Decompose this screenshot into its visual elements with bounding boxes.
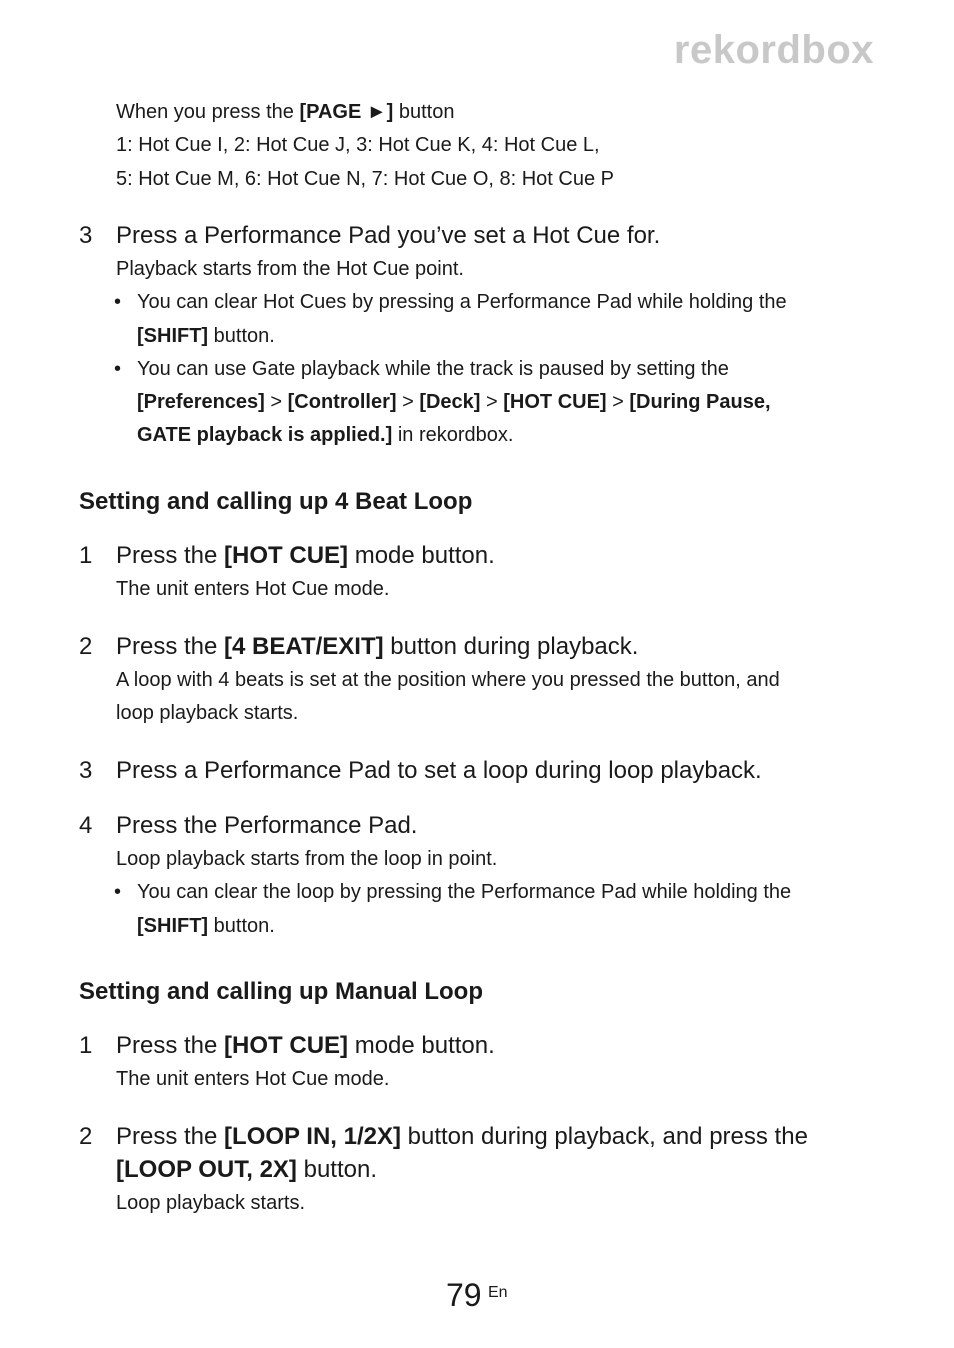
step-number: 1 (79, 1032, 93, 1059)
intro-text-post: button (393, 101, 455, 123)
path-part: GATE playback is applied.] (137, 424, 393, 446)
preferences-path (137, 391, 771, 414)
step-description: Playback starts from the Hot Cue point. (116, 258, 464, 280)
step-description: The unit enters Hot Cue mode. (116, 1068, 390, 1090)
section-heading: Setting and calling up Manual Loop (79, 978, 483, 1005)
path-part: [HOT CUE] (503, 391, 607, 413)
bullet-text-cont (137, 915, 275, 938)
step-text-pre: Press the (116, 542, 225, 569)
step-text: Press the Performance Pad. (116, 812, 418, 839)
section-heading: Setting and calling up 4 Beat Loop (79, 488, 473, 515)
bullet-text-post: button. (208, 915, 275, 937)
bullet-text-cont (137, 424, 513, 447)
bullet-text: You can use Gate playback while the track is paused by setting the (137, 358, 729, 380)
rekordbox-logo: rekordbox (673, 28, 874, 72)
loop-in-button-label: [LOOP IN, 1/2X] (224, 1123, 401, 1150)
step-description: A loop with 4 beats is set at the position where you pressed the button, and (116, 669, 780, 691)
bullet-mark: • (114, 881, 122, 903)
bullet-text: You can clear the loop by pressing the Performance Pad while holding the (137, 881, 792, 903)
step-text: Press a Performance Pad to set a loop during loop playback. (116, 757, 762, 784)
page-button-label: [PAGE ►] (299, 101, 394, 123)
path-separator: > (264, 391, 288, 413)
step-text-post: mode button. (348, 1032, 495, 1059)
step-text-pre: Press the (116, 1123, 225, 1150)
page-number: 79 (446, 1277, 482, 1313)
step-number: 3 (79, 757, 93, 784)
bullet-mark: • (114, 291, 122, 313)
step-number: 3 (79, 222, 93, 249)
step-number: 2 (79, 1123, 93, 1150)
step-text-post: button during playback, and press the (400, 1123, 808, 1150)
bullet-mark: • (114, 358, 122, 380)
step-text (116, 1123, 808, 1151)
intro-line-2: 1: Hot Cue I, 2: Hot Cue J, 3: Hot Cue K, 4: Hot Cue L, (116, 134, 600, 156)
step-text (116, 1032, 495, 1060)
shift-button-label: [SHIFT] (137, 325, 209, 347)
step-description: Loop playback starts. (116, 1192, 305, 1214)
step-text-pre: Press the (116, 1032, 225, 1059)
step-text-pre: Press the (116, 633, 225, 660)
beat-exit-button-label: [4 BEAT/EXIT] (224, 633, 384, 660)
path-part: [Controller] (287, 391, 397, 413)
shift-button-label: [SHIFT] (137, 915, 209, 937)
bullet-text: You can clear Hot Cues by pressing a Performance Pad while holding the (137, 291, 787, 313)
bullet-text-cont (137, 325, 275, 348)
path-part: [Preferences] (137, 391, 265, 413)
hot-cue-button-label: [HOT CUE] (224, 1032, 349, 1059)
step-description-cont: loop playback starts. (116, 702, 299, 724)
intro-line-1 (116, 101, 454, 124)
path-separator: > (396, 391, 420, 413)
step-number: 1 (79, 542, 93, 569)
language-label: En (488, 1284, 508, 1301)
step-number: 2 (79, 633, 93, 660)
path-part: [Deck] (419, 391, 481, 413)
step-text (116, 633, 638, 661)
hot-cue-button-label: [HOT CUE] (224, 542, 349, 569)
loop-out-button-label: [LOOP OUT, 2X] (116, 1156, 297, 1183)
step-text-post: button. (296, 1156, 377, 1183)
path-separator: > (480, 391, 504, 413)
step-text-cont (116, 1156, 377, 1184)
bullet-text-post: button. (208, 325, 275, 347)
intro-line-3: 5: Hot Cue M, 6: Hot Cue N, 7: Hot Cue O, 8: Hot Cue P (116, 168, 614, 190)
step-text: Press a Performance Pad you’ve set a Hot Cue for. (116, 222, 661, 249)
step-text-post: mode button. (348, 542, 495, 569)
step-description: Loop playback starts from the loop in point. (116, 848, 498, 870)
step-number: 4 (79, 812, 93, 839)
intro-text: When you press the (116, 101, 300, 123)
step-description: The unit enters Hot Cue mode. (116, 578, 390, 600)
step-text (116, 542, 495, 570)
step-text-post: button during playback. (383, 633, 639, 660)
path-separator: > (606, 391, 630, 413)
path-part: [During Pause, (629, 391, 771, 413)
bullet-text-post: in rekordbox. (392, 424, 514, 446)
